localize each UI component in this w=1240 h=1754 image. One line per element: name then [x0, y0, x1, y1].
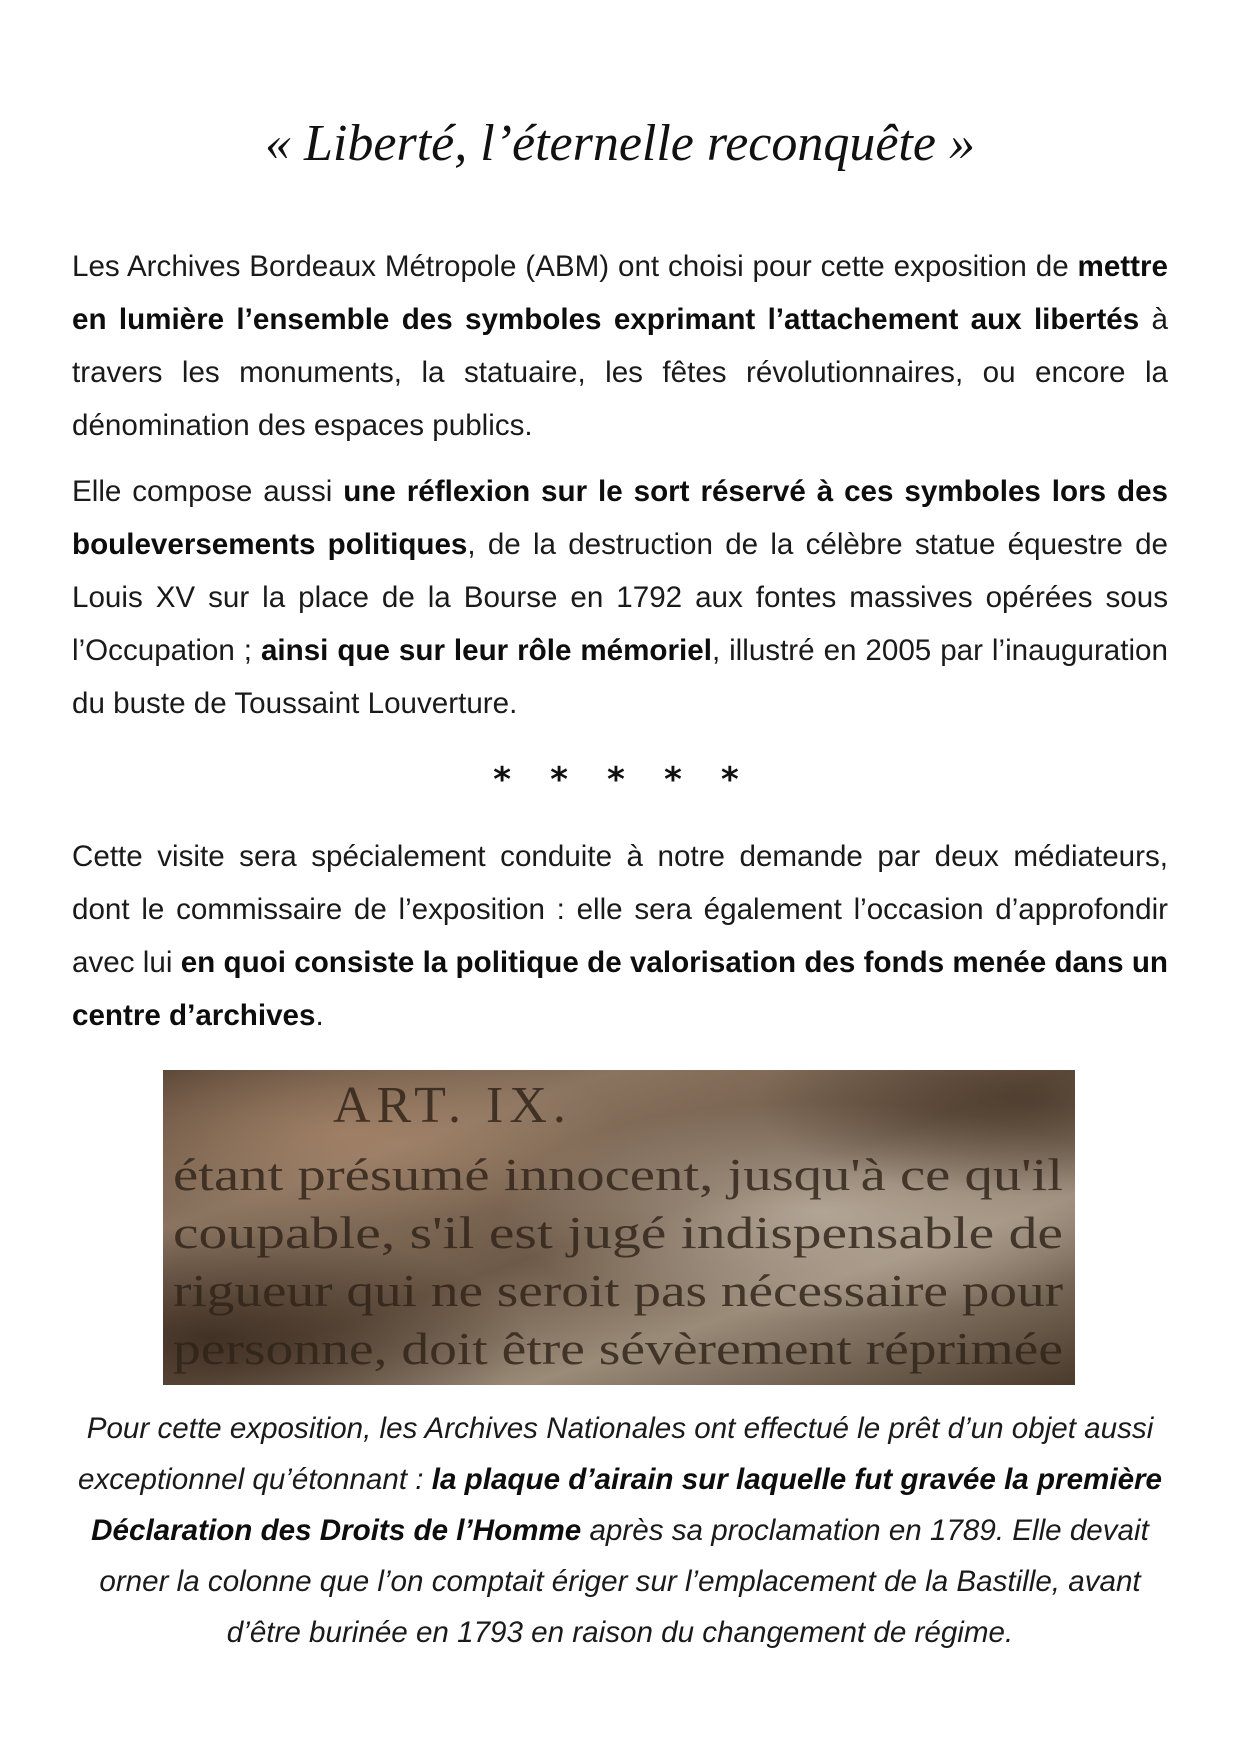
visit-text: Cette visite sera spécialement conduite à notre demande par deux médiateurs, dont le commissaire de l’exposition : elle sera également l’occasion d’approfondir avec lui — [72, 840, 1168, 979]
intro-text: Les Archives Bordeaux Métropole (ABM) ont choisi pour cette exposition de — [72, 250, 1078, 283]
photo-caption — [70, 1403, 1170, 1658]
visit-paragraph — [72, 830, 1168, 1042]
plaque-heading: ART. IX. — [333, 1077, 572, 1134]
reflection-text-middle: , de la destruction de la célèbre statue équestre de Louis XV sur la place de la Bourse en 1792 aux fontes massives opérées sous l’Occupation ; — [72, 528, 1168, 667]
plaque-line-1: étant présumé innocent, jusqu'à ce qu'il — [173, 1149, 1063, 1200]
reflection-bold-text: une réflexion sur le sort réservé à ces symboles lors des bouleversements politiques — [72, 475, 1168, 561]
reflection-text: Elle compose aussi — [72, 475, 344, 508]
plaque-line-3: rigueur qui ne seroit pas nécessaire pour — [173, 1265, 1063, 1316]
reflection-text-end: , illustré en 2005 par l’inauguration du buste de Toussaint Louverture. — [72, 634, 1168, 720]
visit-bold-text: en quoi consiste la politique de valorisation des fonds menée dans un centre d’archives — [72, 946, 1168, 1032]
caption-bold-text: la plaque d’airain sur laquelle fut gravée la première Déclaration des Droits de l’Homme — [91, 1463, 1162, 1547]
intro-paragraph — [72, 240, 1168, 452]
intro-text-end: à travers les monuments, la statuaire, les fêtes révolutionnaires, ou encore la dénomination des espaces publics. — [72, 303, 1169, 442]
plaque-line-4: personne, doit être sévèrement réprimée — [173, 1323, 1063, 1374]
bronze-plaque-photo — [163, 1070, 1075, 1385]
section-separator: * * * * * — [491, 760, 749, 800]
page-title: « Liberté, l’éternelle reconquête » — [265, 115, 975, 172]
memorial-bold-text: ainsi que sur leur rôle mémoriel — [260, 634, 712, 667]
plaque-line-2: coupable, s'il est jugé indispensable de — [173, 1207, 1063, 1258]
intro-bold-text: mettre en lumière l’ensemble des symboles exprimant l’attachement aux libertés — [72, 250, 1168, 336]
visit-text-end: . — [315, 999, 324, 1032]
caption-text: Pour cette exposition, les Archives Nationales ont effectué le prêt d’un objet aussi exceptionnel qu’étonnant : — [77, 1412, 1154, 1496]
caption-text-end: après sa proclamation en 1789. Elle devait orner la colonne que l’on comptait ériger sur l’emplacement de la Bastille, avant d’être burinée en 1793 en raison du changement de régime. — [99, 1514, 1149, 1649]
reflection-paragraph — [72, 465, 1168, 730]
